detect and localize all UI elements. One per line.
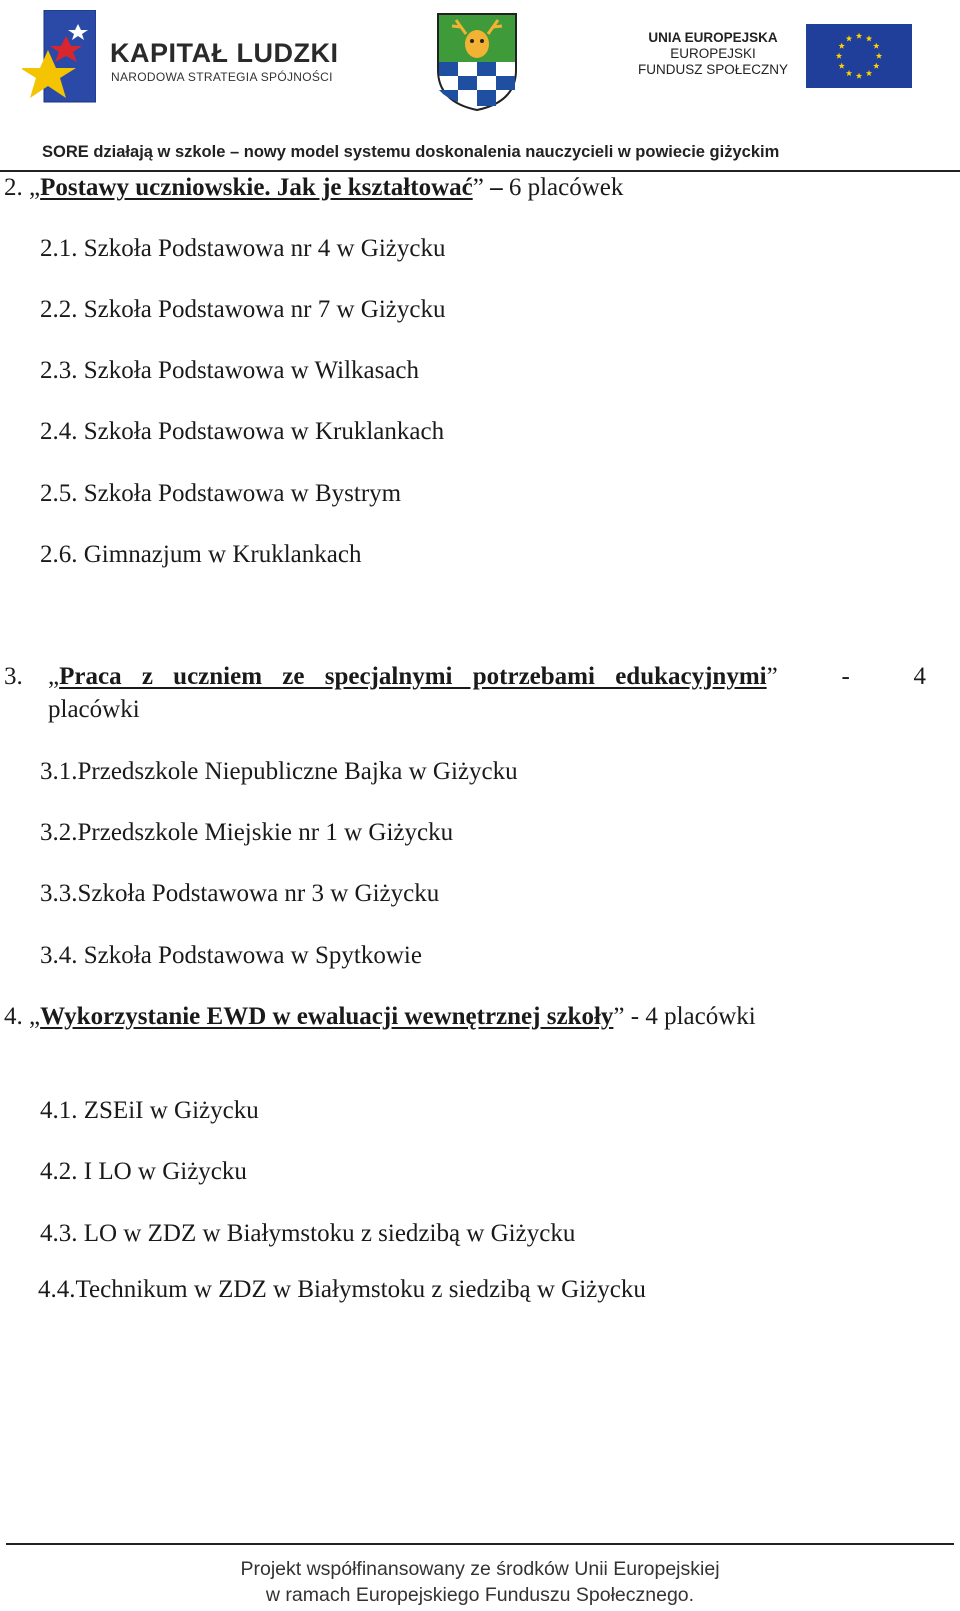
close-quote: ” (766, 663, 778, 690)
section-number: 2. (4, 174, 23, 201)
eu-fund-label (637, 30, 789, 78)
section-3-heading (48, 662, 926, 692)
list-item: 4.2. I LO w Giżycku (40, 1158, 247, 1185)
section-title: Praca z uczniem ze specjalnymi potrzebami edukacyjnymi (59, 663, 767, 690)
open-quote: „ (29, 174, 41, 201)
close-quote: ” (613, 1003, 625, 1030)
eu-union-label: UNIA EUROPEJSKA (648, 30, 778, 45)
section-count: 6 placówek (508, 174, 624, 201)
eu-european-label: EUROPEJSKI (670, 46, 756, 61)
section-title: Wykorzystanie EWD w ewaluacji wewnętrznej szkoły (40, 1003, 614, 1030)
list-item: 2.6. Gimnazjum w Kruklankach (40, 541, 362, 568)
list-item: 2.3. Szkoła Podstawowa w Wilkasach (40, 357, 420, 384)
page-header (0, 0, 960, 176)
open-quote: „ (29, 1003, 41, 1030)
list-item: 3.3.Szkoła Podstawowa nr 3 w Giżycku (40, 880, 440, 907)
kapital-ludzki-subtitle: NARODOWA STRATEGIA SPÓJNOŚCI (111, 70, 333, 84)
footer-line-2: w ramach Europejskiego Funduszu Społecznego. (265, 1584, 695, 1606)
header-divider (0, 170, 960, 172)
section-count-word: placówki (48, 696, 140, 723)
section-count: 4 placówki (645, 1003, 756, 1030)
open-quote: „ (48, 663, 60, 690)
dash: – (490, 174, 503, 201)
list-item: 3.1.Przedszkole Niepubliczne Bajka w Giżycku (40, 758, 518, 785)
list-item: 4.4.Technikum w ZDZ w Białymstoku z siedzibą w Giżycku (38, 1276, 646, 1303)
list-item: 2.1. Szkoła Podstawowa nr 4 w Giżycku (40, 235, 446, 262)
list-item: 2.4. Szkoła Podstawowa w Kruklankach (40, 418, 445, 445)
section-title: Postawy uczniowskie. Jak je kształtować (40, 174, 473, 201)
kapital-ludzki-logo (22, 10, 96, 108)
list-item: 4.1. ZSEiI w Giżycku (40, 1097, 259, 1124)
kapital-ludzki-title: KAPITAŁ LUDZKI (110, 38, 339, 68)
eu-flag-icon (806, 24, 912, 88)
list-item: 2.5. Szkoła Podstawowa w Bystrym (40, 480, 402, 507)
list-item: 2.2. Szkoła Podstawowa nr 7 w Giżycku (40, 296, 446, 323)
list-item: 3.4. Szkoła Podstawowa w Spytkowie (40, 942, 422, 969)
project-title: SORE działają w szkole – nowy model systemu doskonalenia nauczycieli w powiecie giżyckim (42, 143, 780, 161)
section-4-heading (4, 1002, 756, 1032)
footer-line-1: Projekt współfinansowany ze środków Unii Europejskiej (240, 1558, 720, 1580)
gizycko-county-crest (436, 12, 518, 112)
footer-divider (6, 1543, 954, 1545)
section-number: 4. (4, 1003, 23, 1030)
close-quote: ” (472, 174, 484, 201)
eu-social-fund-label: FUNDUSZ SPOŁECZNY (637, 62, 789, 77)
section-count-number: 4 (913, 663, 926, 690)
list-item: 4.3. LO w ZDZ w Białymstoku z siedzibą w Giżycku (40, 1220, 576, 1247)
dash: - (841, 663, 850, 690)
dash: - (630, 1003, 640, 1030)
page-footer (0, 1556, 960, 1608)
list-item: 3.2.Przedszkole Miejskie nr 1 w Giżycku (40, 819, 454, 846)
section-3-number: 3. (4, 663, 23, 690)
section-2-heading (4, 173, 623, 203)
